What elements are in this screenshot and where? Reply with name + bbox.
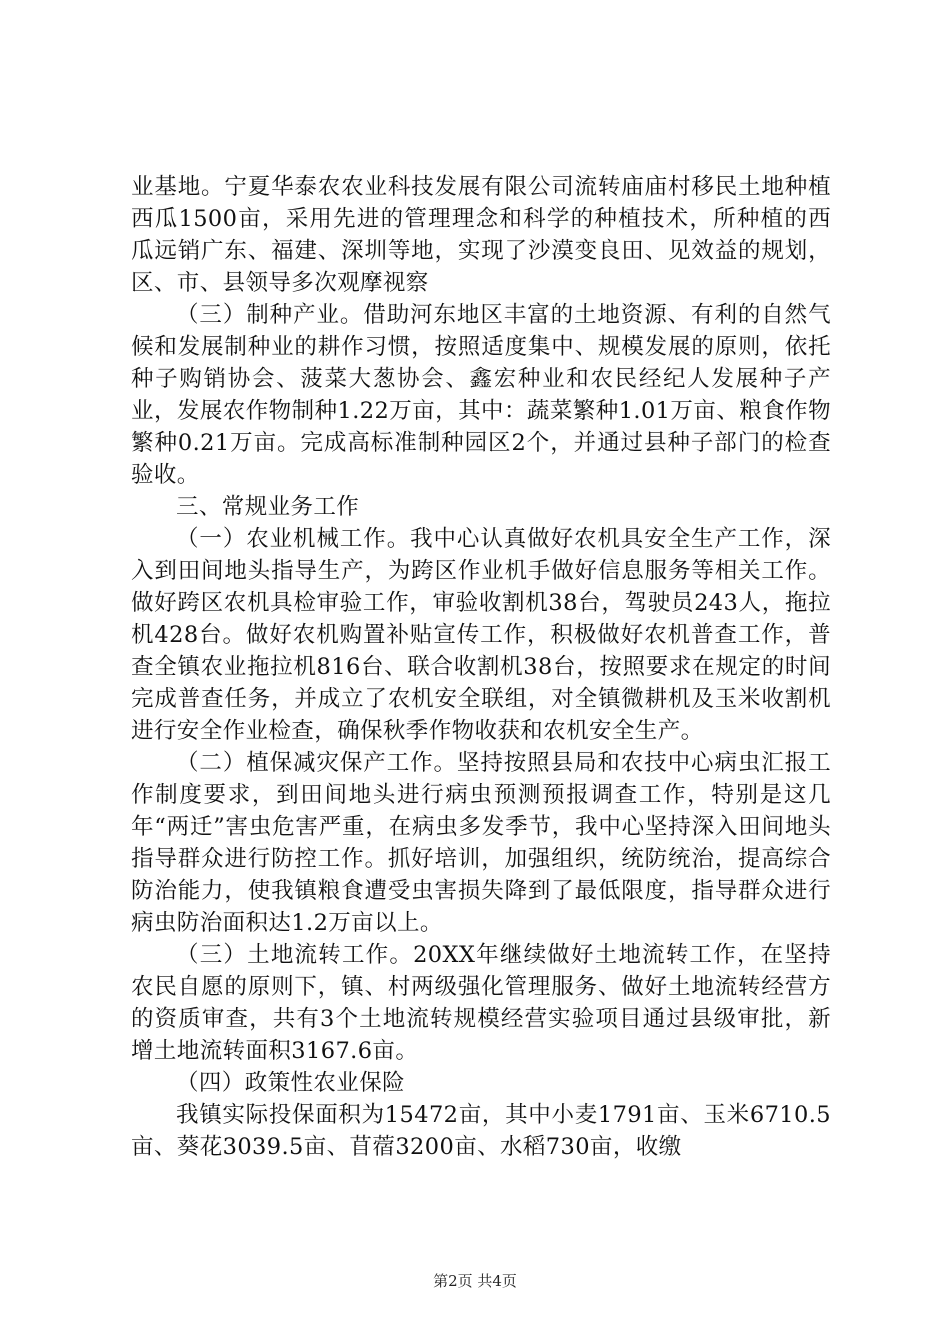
paragraph-seed-industry: （三）制种产业。借助河东地区丰富的土地资源、有利的自然气候和发展制种业的耕作习惯，按照适度集中、规模发展的原则，依托种子购销协会、菠菜大葱协会、鑫宏种业和农民经纪人发展种子产业，发展农作物制种1.22万亩，其中：蔬菜繁种1.01万亩、粮食作物繁种0.21万亩。完成高标准制种园区2个，并通过县种子部门的检查验收。: [131, 302, 831, 488]
page-number-label: 第2页 共4页: [433, 1272, 517, 1290]
paragraph-continued-base: 业基地。宁夏华泰农农业科技发展有限公司流转庙庙村移民土地种植西瓜1500亩，采用先进的管理理念和科学的种植技术，所种植的西瓜远销广东、福建、深圳等地，实现了沙漠变良田、见效益的规划，区、市、县领导多次观摩视察: [131, 174, 831, 296]
page-footer: [0, 1271, 950, 1291]
document-body: [131, 171, 831, 1163]
subheading-policy-insurance: （四）政策性农业保险: [176, 1070, 406, 1096]
paragraph-land-transfer: （三）土地流转工作。20XX年继续做好土地流转工作，在坚持农民自愿的原则下，镇、村两级强化管理服务、做好土地流转经营方的资质审查，共有3个土地流转规模经营实验项目通过县级审批，新增土地流转面积3167.6亩。: [131, 942, 831, 1064]
paragraph-plant-protection: （二）植保减灾保产工作。坚持按照县局和农技中心病虫汇报工作制度要求，到田间地头进行病虫预测预报调查工作，特别是这几年“两迁”害虫危害严重，在病虫多发季节，我中心坚持深入田间地头指导群众进行防控工作。抓好培训，加强组织，统防统治，提高综合防治能力，使我镇粮食遭受虫害损失降到了最低限度，指导群众进行病虫防治面积达1.2万亩以上。: [131, 750, 831, 936]
paragraph-insurance-area: 我镇实际投保面积为15472亩，其中小麦1791亩、玉米6710.5亩、葵花3039.5亩、苜蓿3200亩、水稻730亩，收缴: [131, 1102, 831, 1160]
paragraph-agricultural-machinery: （一）农业机械工作。我中心认真做好农机具安全生产工作，深入到田间地头指导生产，为跨区作业机手做好信息服务等相关工作。做好跨区农机具检审验工作，审验收割机38台，驾驶员243人，拖拉机428台。做好农机购置补贴宣传工作，积极做好农机普查工作，普查全镇农业拖拉机816台、联合收割机38台，按照要求在规定的时间完成普查任务，并成立了农机安全联组，对全镇微耕机及玉米收割机进行安全作业检查，确保秋季作物收获和农机安全生产。: [131, 526, 831, 744]
section-heading-routine-work: 三、常规业务工作: [176, 494, 360, 520]
